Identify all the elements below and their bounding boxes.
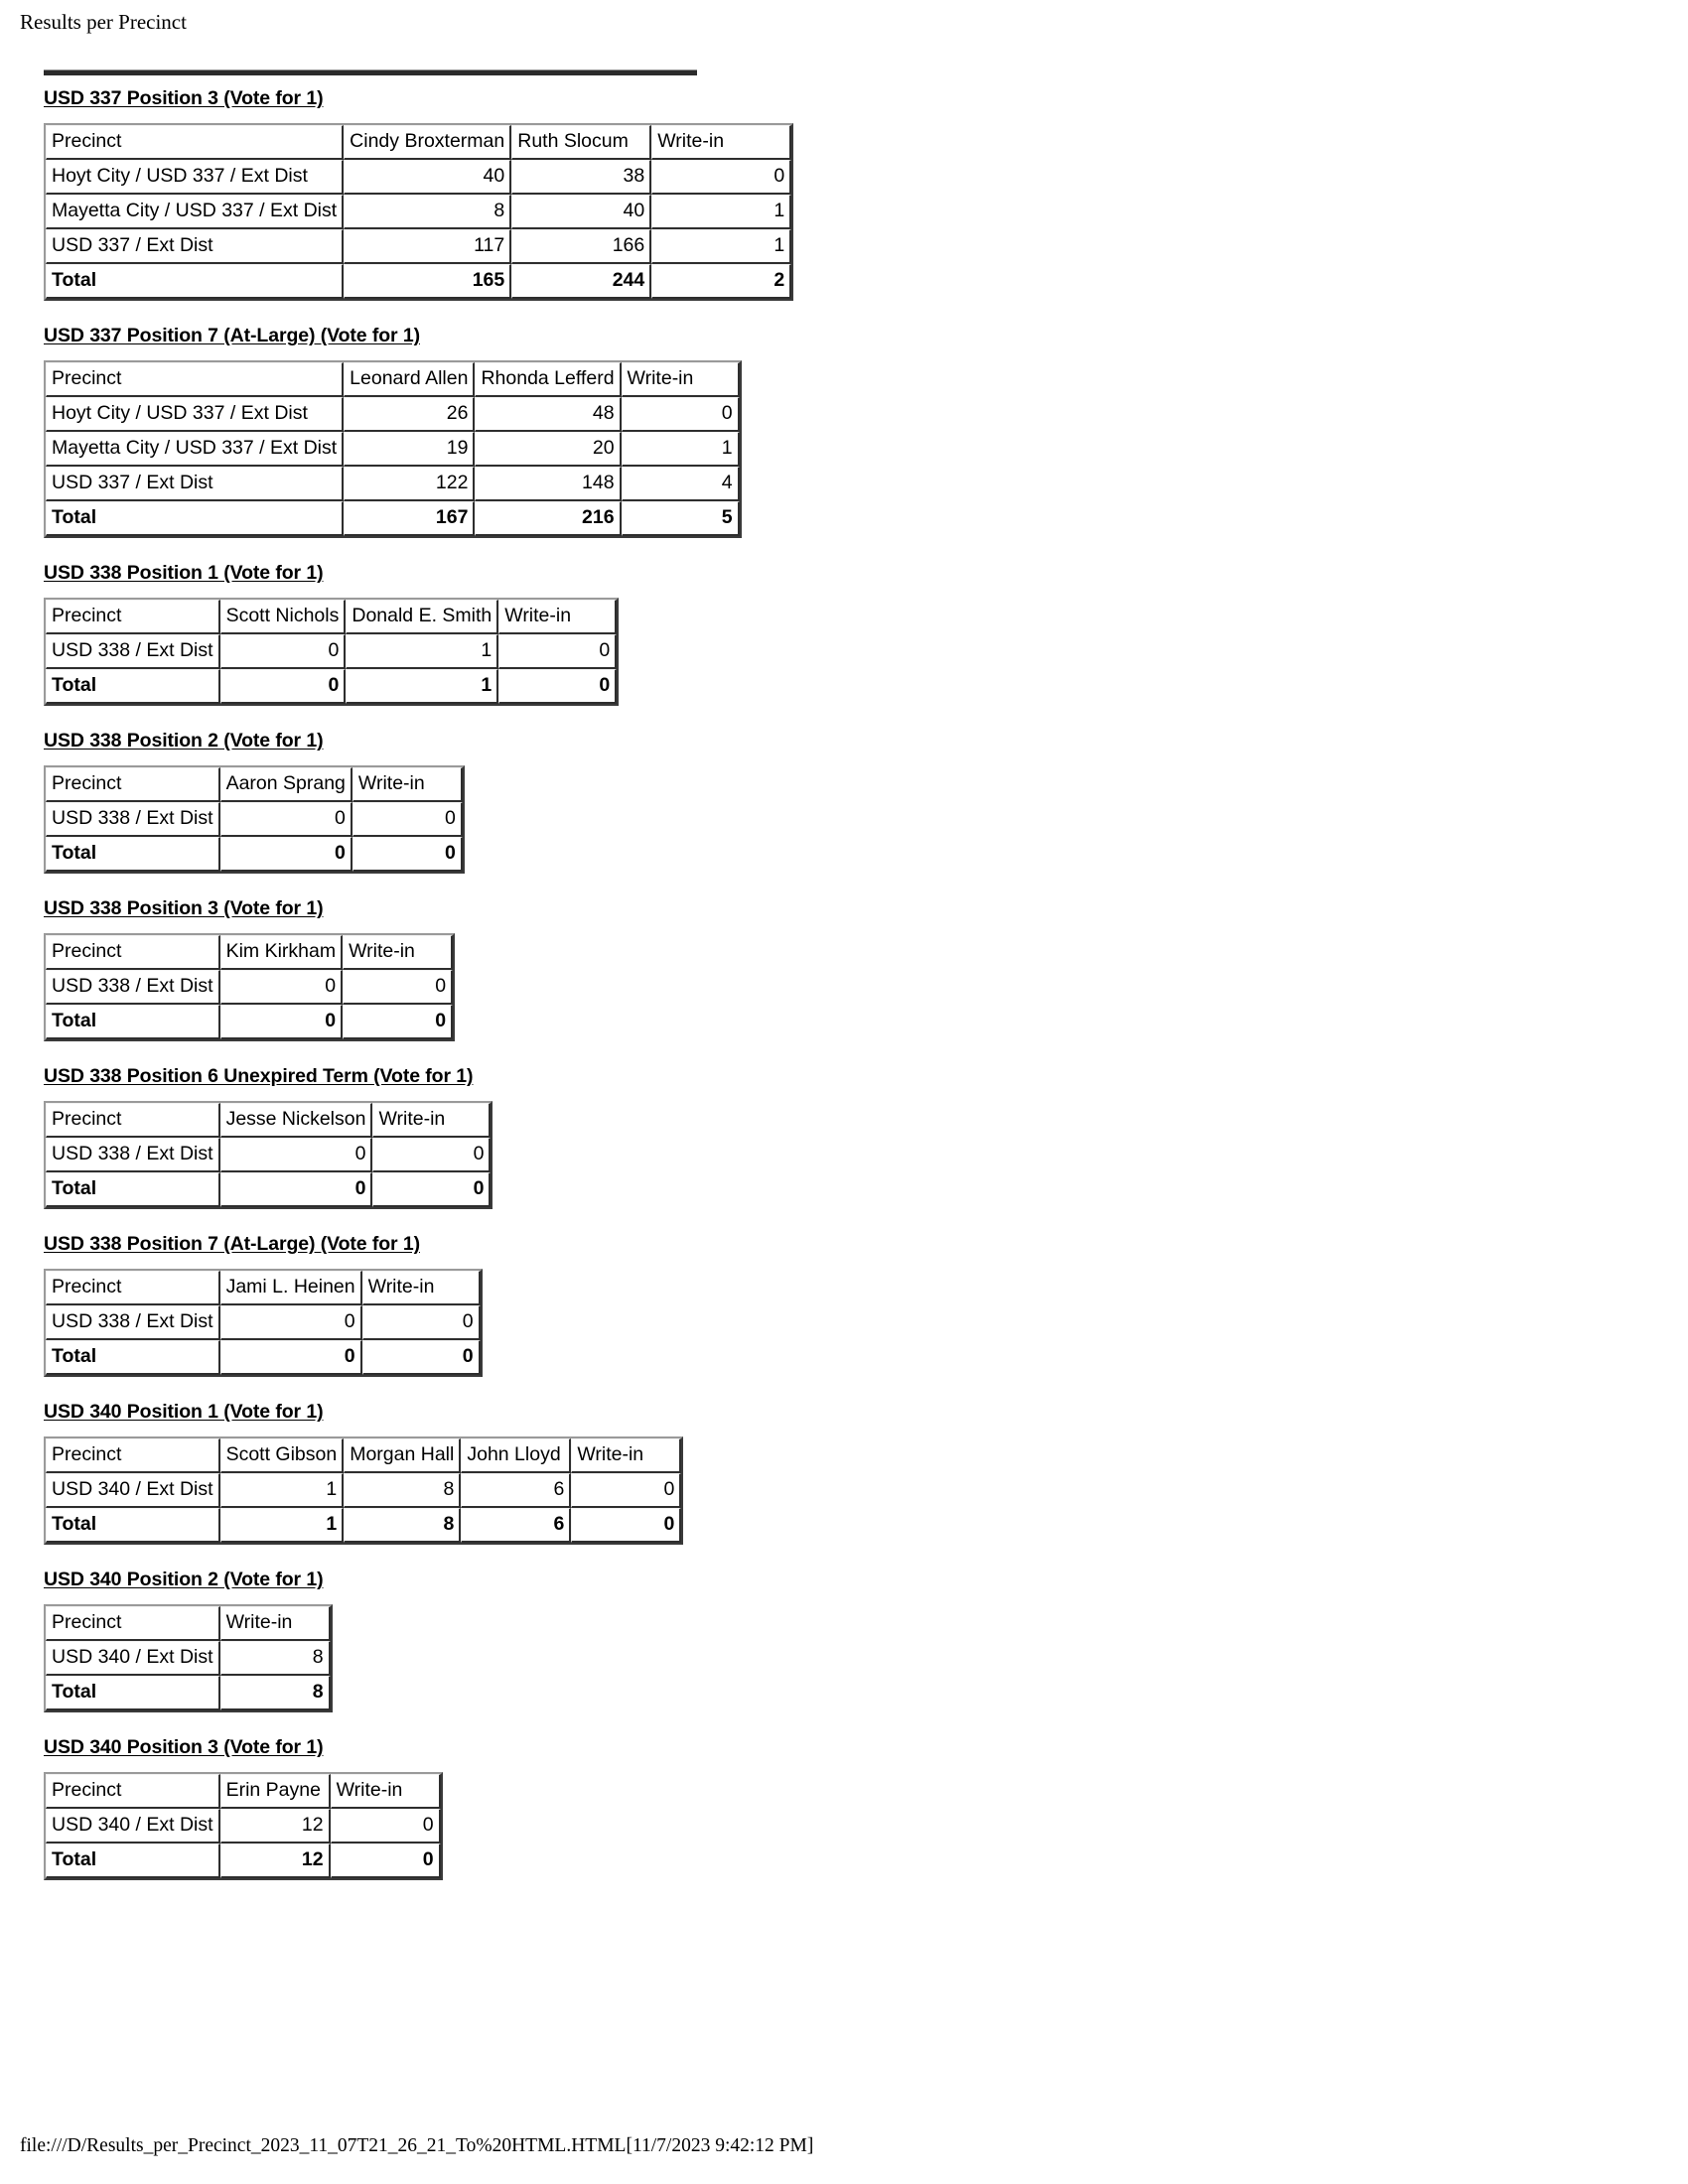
footer-path: file:///D/Results_per_Precinct_2023_11_07T21_26_21_To%20HTML.HTML[11/7/2023 9:42:12 PM] — [20, 2135, 814, 2156]
contest-title: USD 340 Position 1 (Vote for 1) — [44, 1401, 324, 1423]
total-count-cell: 0 — [220, 1005, 344, 1039]
vote-count-cell: 148 — [475, 467, 621, 501]
total-count-cell: 1 — [346, 669, 498, 704]
total-count-cell: 0 — [220, 1172, 373, 1207]
results-table — [44, 1269, 483, 1377]
precinct-name-cell: Mayetta City / USD 337 / Ext Dist — [46, 195, 344, 229]
table-total-row — [46, 1172, 491, 1207]
results-table-wrapper — [44, 765, 1688, 874]
table-row — [46, 397, 740, 432]
vote-count-cell: 166 — [511, 229, 651, 264]
total-count-cell: 1 — [220, 1508, 345, 1543]
vote-count-cell: 20 — [475, 432, 621, 467]
precinct-name-cell: USD 337 / Ext Dist — [46, 229, 344, 264]
results-table-wrapper — [44, 1436, 1688, 1545]
total-count-cell: 0 — [220, 1340, 362, 1375]
contest-section — [0, 1233, 1688, 1377]
total-count-cell: 2 — [651, 264, 791, 299]
results-table — [44, 1604, 333, 1712]
table-header-row — [46, 1271, 481, 1305]
vote-count-cell: 1 — [651, 195, 791, 229]
table-header-row — [46, 600, 617, 634]
vote-count-cell: 0 — [622, 397, 740, 432]
table-row — [46, 1809, 441, 1843]
total-label-cell: Total — [46, 1340, 220, 1375]
precinct-name-cell: USD 340 / Ext Dist — [46, 1641, 220, 1676]
column-header-precinct: Precinct — [46, 362, 344, 397]
column-header-precinct: Precinct — [46, 935, 220, 970]
total-label-cell: Total — [46, 1508, 220, 1543]
vote-count-cell: 4 — [622, 467, 740, 501]
table-row — [46, 467, 740, 501]
column-header-candidate: Write-in — [220, 1606, 331, 1641]
table-header-row — [46, 1774, 441, 1809]
results-table-wrapper — [44, 123, 1688, 301]
column-header-candidate: Leonard Allen — [344, 362, 475, 397]
precinct-name-cell: USD 340 / Ext Dist — [46, 1809, 220, 1843]
total-count-cell: 0 — [498, 669, 617, 704]
column-header-candidate: Ruth Slocum — [511, 125, 651, 160]
results-table-wrapper — [44, 933, 1688, 1041]
vote-count-cell: 8 — [220, 1641, 331, 1676]
table-total-row — [46, 1005, 453, 1039]
results-table-wrapper — [44, 1269, 1688, 1377]
total-count-cell: 12 — [220, 1843, 331, 1878]
contest-section — [0, 1401, 1688, 1545]
vote-count-cell: 0 — [343, 970, 453, 1005]
results-table — [44, 598, 619, 706]
table-row — [46, 1473, 681, 1508]
results-table — [44, 123, 793, 301]
total-label-cell: Total — [46, 837, 220, 872]
precinct-name-cell: USD 338 / Ext Dist — [46, 1138, 220, 1172]
vote-count-cell: 0 — [498, 634, 617, 669]
column-header-candidate: Donald E. Smith — [346, 600, 498, 634]
column-header-precinct: Precinct — [46, 1271, 220, 1305]
vote-count-cell: 0 — [220, 970, 344, 1005]
table-header-row — [46, 125, 791, 160]
results-table-wrapper — [44, 1772, 1688, 1880]
vote-count-cell: 0 — [372, 1138, 491, 1172]
precinct-name-cell: Hoyt City / USD 337 / Ext Dist — [46, 160, 344, 195]
results-table — [44, 1101, 492, 1209]
table-row — [46, 1641, 331, 1676]
column-header-precinct: Precinct — [46, 600, 220, 634]
contest-title: USD 337 Position 7 (At-Large) (Vote for 1) — [44, 325, 420, 346]
table-row — [46, 432, 740, 467]
total-count-cell: 0 — [343, 1005, 453, 1039]
table-row — [46, 195, 791, 229]
total-label-cell: Total — [46, 501, 344, 536]
total-count-cell: 8 — [220, 1676, 331, 1710]
results-table-wrapper — [44, 1604, 1688, 1712]
vote-count-cell: 48 — [475, 397, 621, 432]
vote-count-cell: 8 — [344, 195, 511, 229]
table-total-row — [46, 1843, 441, 1878]
table-row — [46, 634, 617, 669]
contest-section — [0, 1065, 1688, 1209]
column-header-candidate: Write-in — [362, 1271, 481, 1305]
results-table — [44, 765, 465, 874]
column-header-candidate: Write-in — [571, 1438, 681, 1473]
contest-title: USD 338 Position 3 (Vote for 1) — [44, 897, 324, 919]
precinct-name-cell: USD 338 / Ext Dist — [46, 634, 220, 669]
table-total-row — [46, 264, 791, 299]
contest-title: USD 338 Position 6 Unexpired Term (Vote for 1) — [44, 1065, 474, 1087]
total-count-cell: 0 — [220, 837, 352, 872]
table-row — [46, 229, 791, 264]
column-header-candidate: John Lloyd — [461, 1438, 571, 1473]
vote-count-cell: 26 — [344, 397, 475, 432]
column-header-candidate: Scott Nichols — [220, 600, 347, 634]
total-label-cell: Total — [46, 669, 220, 704]
total-count-cell: 0 — [220, 669, 347, 704]
vote-count-cell: 0 — [220, 802, 352, 837]
total-count-cell: 6 — [461, 1508, 571, 1543]
results-table-wrapper — [44, 360, 1688, 538]
column-header-candidate: Write-in — [651, 125, 791, 160]
column-header-precinct: Precinct — [46, 1606, 220, 1641]
contest-title: USD 338 Position 2 (Vote for 1) — [44, 730, 324, 751]
results-table — [44, 933, 455, 1041]
table-total-row — [46, 1676, 331, 1710]
column-header-precinct: Precinct — [46, 125, 344, 160]
contest-title: USD 337 Position 3 (Vote for 1) — [44, 87, 324, 109]
table-total-row — [46, 837, 463, 872]
contest-section — [0, 87, 1688, 301]
contest-title: USD 340 Position 3 (Vote for 1) — [44, 1736, 324, 1758]
total-label-cell: Total — [46, 1676, 220, 1710]
table-total-row — [46, 501, 740, 536]
table-header-row — [46, 1438, 681, 1473]
column-header-candidate: Scott Gibson — [220, 1438, 345, 1473]
vote-count-cell: 12 — [220, 1809, 331, 1843]
total-count-cell: 0 — [372, 1172, 491, 1207]
vote-count-cell: 1 — [651, 229, 791, 264]
column-header-precinct: Precinct — [46, 1103, 220, 1138]
total-count-cell: 0 — [362, 1340, 481, 1375]
precinct-name-cell: Hoyt City / USD 337 / Ext Dist — [46, 397, 344, 432]
vote-count-cell: 0 — [651, 160, 791, 195]
vote-count-cell: 0 — [352, 802, 463, 837]
contest-title: USD 338 Position 1 (Vote for 1) — [44, 562, 324, 584]
precinct-name-cell: USD 338 / Ext Dist — [46, 1305, 220, 1340]
column-header-precinct: Precinct — [46, 1774, 220, 1809]
precinct-name-cell: Mayetta City / USD 337 / Ext Dist — [46, 432, 344, 467]
total-count-cell: 244 — [511, 264, 651, 299]
column-header-candidate: Jesse Nickelson — [220, 1103, 373, 1138]
vote-count-cell: 117 — [344, 229, 511, 264]
table-header-row — [46, 1606, 331, 1641]
table-total-row — [46, 1340, 481, 1375]
column-header-candidate: Morgan Hall — [344, 1438, 461, 1473]
table-row — [46, 970, 453, 1005]
column-header-candidate: Write-in — [331, 1774, 441, 1809]
column-header-candidate: Write-in — [498, 600, 617, 634]
column-header-candidate: Write-in — [343, 935, 453, 970]
vote-count-cell: 1 — [346, 634, 498, 669]
column-header-candidate: Cindy Broxterman — [344, 125, 511, 160]
table-row — [46, 1305, 481, 1340]
total-count-cell: 216 — [475, 501, 621, 536]
column-header-candidate: Write-in — [372, 1103, 491, 1138]
vote-count-cell: 0 — [220, 634, 347, 669]
precinct-name-cell: USD 340 / Ext Dist — [46, 1473, 220, 1508]
vote-count-cell: 40 — [344, 160, 511, 195]
total-count-cell: 5 — [622, 501, 740, 536]
total-label-cell: Total — [46, 264, 344, 299]
total-label-cell: Total — [46, 1005, 220, 1039]
results-table — [44, 360, 742, 538]
column-header-candidate: Write-in — [622, 362, 740, 397]
vote-count-cell: 0 — [331, 1809, 441, 1843]
column-header-candidate: Kim Kirkham — [220, 935, 344, 970]
total-count-cell: 167 — [344, 501, 475, 536]
table-total-row — [46, 1508, 681, 1543]
vote-count-cell: 0 — [220, 1305, 362, 1340]
contests-container — [0, 87, 1688, 1904]
table-header-row — [46, 935, 453, 970]
contest-section — [0, 897, 1688, 1041]
vote-count-cell: 0 — [571, 1473, 681, 1508]
column-header-candidate: Rhonda Lefferd — [475, 362, 621, 397]
total-label-cell: Total — [46, 1843, 220, 1878]
vote-count-cell: 6 — [461, 1473, 571, 1508]
vote-count-cell: 38 — [511, 160, 651, 195]
total-count-cell: 8 — [344, 1508, 461, 1543]
column-header-candidate: Erin Payne — [220, 1774, 331, 1809]
vote-count-cell: 0 — [362, 1305, 481, 1340]
precinct-name-cell: USD 337 / Ext Dist — [46, 467, 344, 501]
column-header-precinct: Precinct — [46, 767, 220, 802]
total-count-cell: 0 — [352, 837, 463, 872]
contest-section — [0, 562, 1688, 706]
vote-count-cell: 1 — [622, 432, 740, 467]
total-count-cell: 165 — [344, 264, 511, 299]
contest-section — [0, 1569, 1688, 1712]
contest-section — [0, 730, 1688, 874]
table-row — [46, 1138, 491, 1172]
results-table — [44, 1772, 443, 1880]
column-header-candidate: Jami L. Heinen — [220, 1271, 362, 1305]
precinct-name-cell: USD 338 / Ext Dist — [46, 802, 220, 837]
contest-section — [0, 325, 1688, 538]
total-count-cell: 0 — [331, 1843, 441, 1878]
table-total-row — [46, 669, 617, 704]
results-table — [44, 1436, 683, 1545]
vote-count-cell: 8 — [344, 1473, 461, 1508]
vote-count-cell: 40 — [511, 195, 651, 229]
table-row — [46, 802, 463, 837]
results-table-wrapper — [44, 598, 1688, 706]
column-header-candidate: Aaron Sprang — [220, 767, 352, 802]
header-divider — [44, 69, 697, 75]
table-header-row — [46, 767, 463, 802]
contest-title: USD 340 Position 2 (Vote for 1) — [44, 1569, 324, 1590]
vote-count-cell: 0 — [220, 1138, 373, 1172]
total-count-cell: 0 — [571, 1508, 681, 1543]
column-header-precinct: Precinct — [46, 1438, 220, 1473]
total-label-cell: Total — [46, 1172, 220, 1207]
results-table-wrapper — [44, 1101, 1688, 1209]
column-header-candidate: Write-in — [352, 767, 463, 802]
table-header-row — [46, 362, 740, 397]
vote-count-cell: 1 — [220, 1473, 345, 1508]
precinct-name-cell: USD 338 / Ext Dist — [46, 970, 220, 1005]
table-row — [46, 160, 791, 195]
page-title: Results per Precinct — [20, 10, 187, 34]
contest-section — [0, 1736, 1688, 1880]
table-header-row — [46, 1103, 491, 1138]
contest-title: USD 338 Position 7 (At-Large) (Vote for 1) — [44, 1233, 420, 1255]
vote-count-cell: 19 — [344, 432, 475, 467]
vote-count-cell: 122 — [344, 467, 475, 501]
